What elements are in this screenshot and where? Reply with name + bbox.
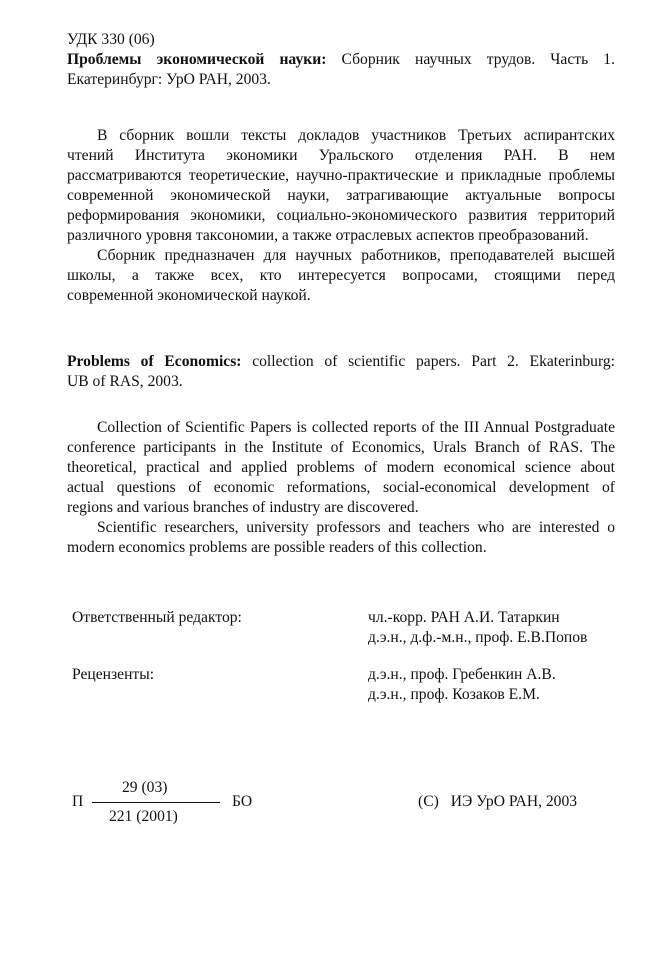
copyright-holder: ИЭ УрО РАН, 2003 [450, 793, 578, 810]
ru-abstract-line: чтений Института экономики Уральского отделения РАН. В нем [67, 147, 615, 164]
index-numerator: 29 (03) [122, 779, 168, 796]
english-title: Problems of Economics: [67, 353, 242, 370]
russian-citation [67, 50, 615, 90]
index-left-letter: П [72, 793, 84, 810]
russian-title: Проблемы экономической науки: [67, 51, 327, 68]
en-abstract-line: actual questions of economic reformations, social-economical development of [67, 479, 615, 496]
reviewers-role-label: Рецензенты: [72, 666, 155, 683]
english-citation [67, 352, 615, 392]
reviewer-name: д.э.н., проф. Гребенкин А.В. [368, 666, 556, 683]
copyright-icon: (С) [418, 793, 439, 810]
editor-name: чл.-корр. РАН А.И. Татаркин [368, 609, 560, 626]
en-abstract-line: conference participants in the Institute of Economics, Urals Branch of RAS. The [67, 439, 615, 456]
russian-citation-rest: Сборник научных трудов. Часть 1. [326, 51, 615, 68]
russian-abstract [67, 126, 615, 306]
editor-name: д.э.н., д.ф.-м.н., проф. Е.В.Попов [368, 629, 588, 646]
en-abstract-line: theoretical, practical and applied problems of modern economical science about [67, 459, 615, 476]
editor-role-label: Ответственный редактор: [72, 609, 242, 626]
en-abstract-line: Collection of Scientific Papers is collected reports of the III Annual Postgraduate [97, 419, 615, 436]
english-citation-line-1 [67, 352, 615, 372]
fraction-line [92, 802, 220, 803]
english-citation-line-2: UB of RAS, 2003. [67, 373, 183, 390]
english-abstract [67, 418, 615, 558]
ru-abstract-line: современной экономической науки, затрагивающие актуальные вопросы [67, 187, 615, 204]
ru-audience-line: школы, а также всех, кто интересуется вопросами, стоящими перед [67, 267, 615, 284]
publication-index-code [72, 778, 272, 838]
index-right-letters: БО [232, 793, 253, 810]
russian-citation-line-1 [67, 50, 615, 70]
udk-code [67, 30, 615, 50]
reviewer-name: д.э.н., проф. Козаков Е.М. [368, 686, 540, 703]
index-denominator: 221 (2001) [109, 808, 178, 825]
english-citation-rest: collection of scientific papers. Part 2. Ekaterinburg: [241, 353, 615, 370]
ru-abstract-line: различного уровня таксономии, а также отраслевых аспектов преобразований. [67, 227, 589, 244]
en-audience-line: modern economics problems are possible readers of this collection. [67, 539, 487, 556]
en-abstract-line: regions and various branches of industry are discovered. [67, 499, 419, 516]
copyright-notice [418, 792, 577, 812]
ru-audience-line: современной экономической наукой. [67, 287, 311, 304]
russian-citation-line-2: Екатеринбург: УрО РАН, 2003. [67, 71, 271, 88]
ru-abstract-line: В сборник вошли тексты докладов участников Третьих аспирантских [97, 127, 615, 144]
udk-text: УДК 330 (06) [67, 31, 155, 48]
en-audience-line: Scientific researchers, university professors and teachers who are interested o [97, 519, 615, 536]
editor-names [368, 608, 587, 648]
ru-abstract-line: рассматриваются теоретические, научно-практические и прикладные проблемы [67, 167, 615, 184]
ru-audience-line: Сборник предназначен для научных работников, преподавателей высшей [97, 247, 615, 264]
reviewer-names [368, 665, 556, 705]
ru-abstract-line: реформирования экономики, социально-экономического развития территорий [67, 207, 615, 224]
